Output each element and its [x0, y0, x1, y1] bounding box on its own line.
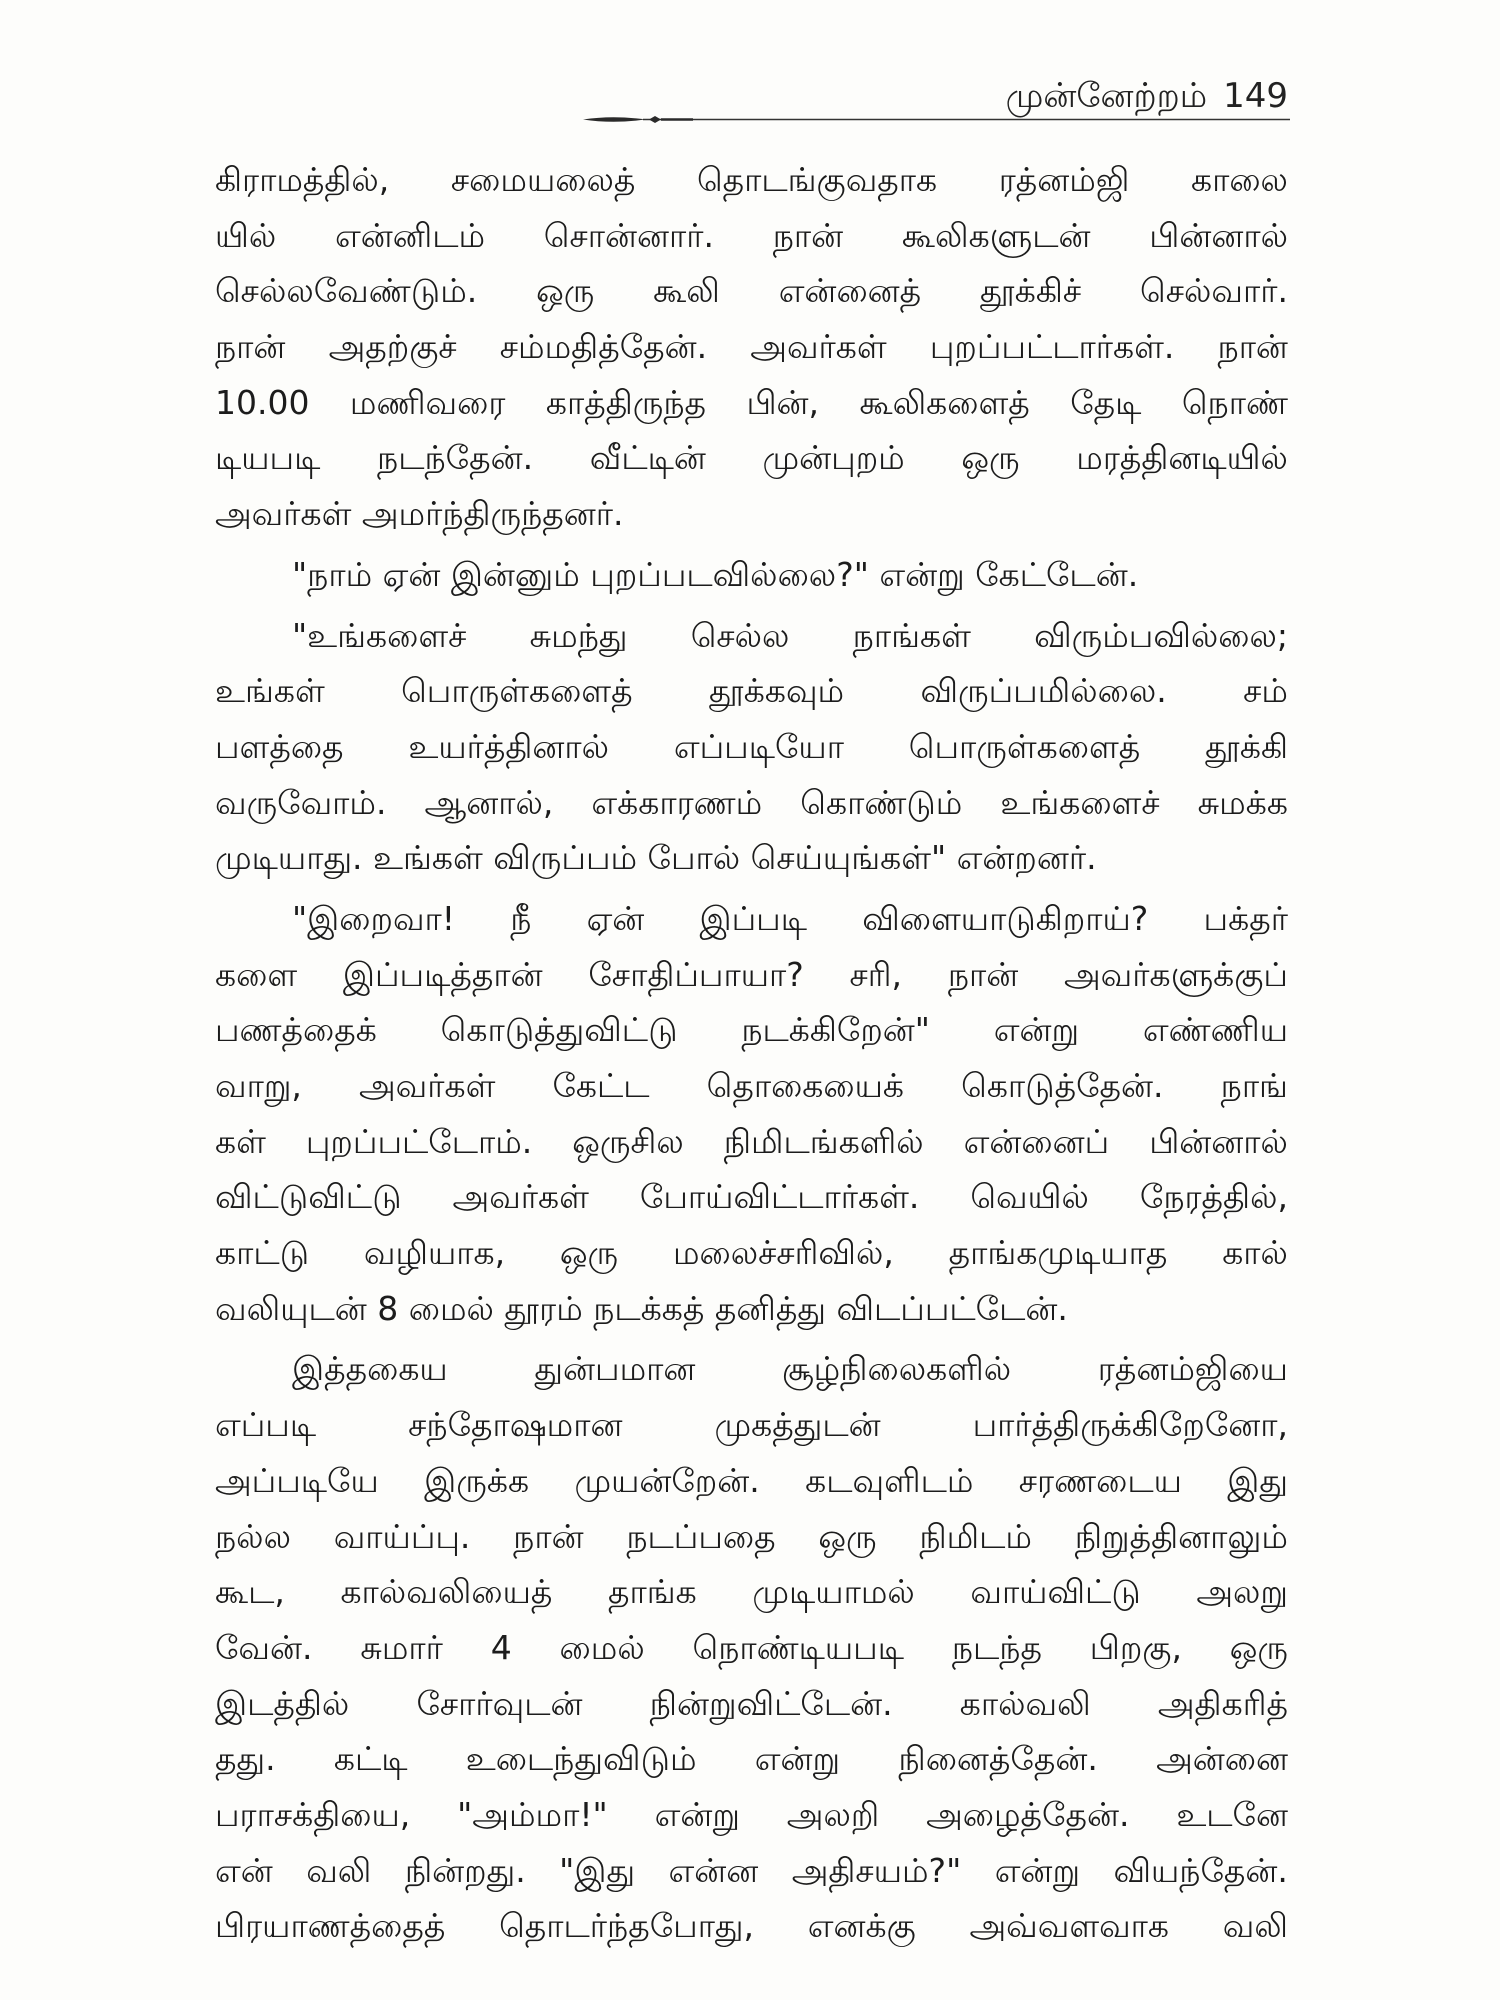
word: என்று — [994, 1850, 1081, 1890]
word: எப்படி — [215, 1405, 317, 1445]
word: ஒரு — [961, 438, 1020, 478]
word: பணத்தைக் — [215, 1010, 377, 1050]
body-text — [215, 152, 1288, 1954]
word: நான் — [1217, 327, 1288, 367]
word: என் — [215, 1850, 273, 1890]
word: நிறுத்தினாலும் — [1074, 1516, 1288, 1556]
header-rule — [583, 108, 1290, 130]
word: வலி — [1222, 1906, 1288, 1946]
text-line — [215, 430, 1288, 486]
text-line — [215, 1341, 1288, 1397]
word: என்று — [993, 1010, 1080, 1050]
word: தொடர்ந்தபோது, — [499, 1906, 755, 1946]
word: நடந்தேன். — [377, 438, 534, 478]
paragraph — [215, 547, 1288, 603]
text-line — [215, 775, 1288, 831]
word: உடைந்துவிடும் — [465, 1739, 697, 1779]
word: நடப்பதை — [626, 1516, 776, 1556]
word: நின்றுவிட்டேன். — [649, 1683, 893, 1723]
text-line: அவர்கள் அமர்ந்திருந்தனர். — [215, 494, 624, 534]
word: ரத்னம்ஜி — [998, 160, 1130, 199]
word: செல்லவேண்டும். — [215, 271, 478, 311]
word: 10.00 — [215, 382, 310, 422]
word: கால்வலி — [959, 1683, 1091, 1723]
word: செல்ல — [690, 615, 790, 655]
word: சரி, — [849, 954, 903, 994]
word: சம் — [1243, 671, 1288, 711]
text-line — [215, 1453, 1288, 1509]
text-line — [215, 1843, 1288, 1899]
word: காத்திருந்த — [545, 382, 706, 422]
word: விருப்பமில்லை. — [920, 671, 1167, 711]
word: அவர்கள் — [750, 327, 887, 367]
word: நின்றது. — [404, 1850, 526, 1890]
text-line — [215, 263, 1288, 319]
word: வெயில் — [970, 1177, 1089, 1217]
word: போய்விட்டார்கள். — [639, 1177, 920, 1217]
word: அலறு — [1196, 1572, 1288, 1612]
text-line: முடியாது. உங்கள் விருப்பம் போல் செய்யுங்கள்" என்றனர். — [215, 838, 1097, 878]
word: வியந்தேன். — [1113, 1850, 1288, 1890]
text-line — [215, 1169, 1288, 1225]
word: அலறி — [786, 1794, 880, 1834]
text-line — [215, 891, 1288, 947]
text-line — [215, 375, 1288, 431]
word: "உங்களைச் — [292, 615, 467, 655]
word: கால் — [1222, 1233, 1288, 1273]
text-line — [215, 1114, 1288, 1170]
word: நான் — [947, 954, 1019, 994]
word: கால்வலியைத் — [340, 1572, 553, 1612]
rule-ornament — [583, 117, 645, 122]
word: சம்மதித்தேன். — [499, 327, 708, 367]
text-line — [215, 608, 1288, 664]
text-line — [215, 319, 1288, 375]
word: காட்டு — [215, 1233, 310, 1273]
word: அப்படியே — [215, 1460, 379, 1500]
word: எனக்கு — [807, 1906, 916, 1946]
word: ஒருசில — [572, 1121, 684, 1161]
word: சோர்வுடன் — [416, 1683, 583, 1723]
word: பின்னால் — [1149, 215, 1288, 255]
word: தாங்கமுடியாத — [948, 1233, 1168, 1273]
word: பராசக்தியை, — [215, 1794, 411, 1834]
word: தேடி — [1070, 382, 1142, 422]
word: இருக்க — [424, 1460, 530, 1500]
word: பார்த்திருக்கிறேனோ, — [972, 1405, 1288, 1445]
word: புறப்பட்டார்கள். — [929, 327, 1175, 367]
word: விட்டுவிட்டு — [215, 1177, 402, 1217]
text-line — [215, 1397, 1288, 1453]
word: கேட்ட — [552, 1066, 650, 1105]
word: தாங்க — [608, 1572, 697, 1612]
word: கொடுத்தேன். — [961, 1066, 1164, 1105]
word: வாய்விட்டு — [970, 1572, 1141, 1612]
paragraph — [215, 608, 1288, 886]
text-line — [215, 1564, 1288, 1620]
word: நாங்கள் — [852, 615, 971, 655]
text-line: "நாம் ஏன் இன்னும் புறப்படவில்லை?" என்று கேட்டேன். — [292, 554, 1139, 594]
word: சொன்னார். — [543, 215, 714, 255]
word: தூக்கிச் — [980, 271, 1082, 311]
word: எப்படியோ — [673, 726, 844, 766]
word: அதிசயம்?" — [791, 1850, 962, 1890]
word: ஒரு — [559, 1233, 619, 1273]
word: "அம்மா!" — [457, 1794, 608, 1834]
word: இப்படி — [699, 898, 807, 938]
word: தொகையைக் — [706, 1066, 905, 1105]
text-line — [215, 1058, 1288, 1114]
word: முடியாமல் — [752, 1572, 915, 1612]
word: நொண்டியபடி — [692, 1627, 905, 1667]
word: உயர்த்தினால் — [408, 726, 610, 766]
word: நேரத்தில், — [1139, 1177, 1288, 1217]
word: இடத்தில் — [215, 1683, 350, 1723]
text-line — [215, 1620, 1288, 1676]
word: பொருள்களைத் — [401, 671, 633, 711]
word: வழியாக, — [363, 1233, 506, 1273]
word: காலை — [1190, 160, 1288, 199]
word: கடவுளிடம் — [805, 1460, 974, 1500]
text-line — [215, 663, 1288, 719]
word: தூக்கி — [1205, 726, 1288, 766]
word: என்னைப் — [963, 1121, 1110, 1161]
text-line — [215, 208, 1288, 264]
word: அன்னை — [1156, 1739, 1288, 1779]
word: ஒரு — [536, 271, 595, 311]
word: இது — [1227, 1460, 1288, 1500]
word: ஒரு — [1229, 1627, 1288, 1667]
word: விளையாடுகிறாய்? — [862, 898, 1149, 938]
word: மரத்தினடியில் — [1076, 438, 1288, 478]
word: பக்தர் — [1203, 898, 1288, 938]
word: அவர்களுக்குப் — [1064, 954, 1288, 994]
word: பின்னால் — [1149, 1121, 1288, 1161]
word: தொடங்குவதாக — [696, 160, 938, 199]
paragraph — [215, 1341, 1288, 1954]
word: என்னைத் — [778, 271, 922, 311]
text-line — [215, 947, 1288, 1003]
word: சுமக்க — [1197, 782, 1288, 822]
text-line — [215, 152, 1288, 208]
word: கொடுத்துவிட்டு — [440, 1010, 678, 1050]
word: நல்ல — [215, 1516, 291, 1556]
word: கூட, — [215, 1572, 285, 1612]
word: நீ — [510, 898, 532, 938]
running-title: முன்னேற்றம் — [1005, 76, 1208, 116]
word: நடக்கிறேன்" — [741, 1010, 930, 1050]
word: நடந்த — [951, 1627, 1042, 1667]
word: கட்டி — [333, 1739, 408, 1779]
text-line — [215, 1898, 1288, 1954]
word: வலி — [306, 1850, 372, 1890]
word: பளத்தை — [215, 726, 344, 766]
word: நான் — [215, 327, 286, 367]
word: முயன்றேன். — [574, 1460, 760, 1500]
word: அவர்கள் — [452, 1177, 589, 1217]
word: ஏன் — [586, 898, 645, 938]
word: கூலிகளுடன் — [901, 215, 1091, 255]
word: பொருள்களைத் — [908, 726, 1141, 766]
word: நிமிடங்களில் — [723, 1121, 924, 1161]
word: சுமார் — [360, 1627, 443, 1667]
word: இப்படித்தான் — [342, 954, 543, 994]
word: ஒரு — [818, 1516, 877, 1556]
word: அவர்கள் — [359, 1066, 496, 1105]
word: கூலி — [653, 271, 720, 311]
word: "இறைவா! — [292, 898, 456, 938]
word: அவ்வளவாக — [969, 1906, 1170, 1946]
word: நொண் — [1181, 382, 1288, 422]
word: "இது — [559, 1850, 636, 1890]
text-line — [215, 1509, 1288, 1565]
paragraph — [215, 152, 1288, 542]
text-line — [215, 719, 1288, 775]
word: உங்கள் — [215, 671, 325, 711]
word: பின், — [746, 382, 820, 422]
word: செல்வார். — [1140, 271, 1288, 311]
word: நான் — [513, 1516, 584, 1556]
word: வேன். — [215, 1627, 313, 1667]
word: வீட்டின் — [589, 438, 706, 478]
word: சரணடைய — [1018, 1460, 1182, 1500]
word: அதிகரித் — [1157, 1683, 1288, 1723]
word: ரத்னம்ஜியை — [1097, 1349, 1288, 1389]
word: எண்ணிய — [1142, 1010, 1288, 1050]
word: வருவோம். — [215, 782, 387, 822]
word: கூலிகளைத் — [859, 382, 1030, 422]
word: உடனே — [1176, 1794, 1288, 1834]
word: இத்தகைய — [292, 1349, 448, 1389]
word: மலைச்சரிவில், — [672, 1233, 894, 1273]
word: தது. — [215, 1739, 276, 1779]
word: நான் — [772, 215, 844, 255]
word: என்னிடம் — [335, 215, 486, 255]
word: வாய்ப்பு. — [333, 1516, 471, 1556]
word: டியபடி — [215, 438, 321, 478]
text-line: வலியுடன் 8 மைல் தூரம் நடக்கத் தனித்து விடப்பட்டேன். — [215, 1288, 1068, 1328]
word: என்று — [754, 1739, 841, 1779]
word: முகத்துடன் — [714, 1405, 881, 1445]
word: களை — [215, 954, 298, 994]
word: 4 — [490, 1627, 512, 1667]
word: கொண்டும் — [800, 782, 963, 822]
word: மணிவரை — [349, 382, 506, 422]
word: சூழ்நிலைகளில் — [782, 1349, 1012, 1389]
word: நாங் — [1220, 1066, 1288, 1105]
word: அழைத்தேன். — [926, 1794, 1130, 1834]
text-line — [215, 1002, 1288, 1058]
rule-ornament-diamond — [649, 116, 661, 123]
word: பிரயாணத்தைத் — [215, 1906, 446, 1946]
text-line — [215, 1225, 1288, 1281]
word: என்று — [654, 1794, 740, 1834]
word: கள் — [215, 1121, 266, 1161]
text-line — [215, 1676, 1288, 1732]
text-line — [215, 1787, 1288, 1843]
word: நினைத்தேன். — [898, 1739, 1098, 1779]
word: வாறு, — [215, 1066, 302, 1105]
word: சந்தோஷமான — [408, 1405, 623, 1445]
word: யில் — [215, 215, 277, 255]
word: தூக்கவும் — [708, 671, 845, 711]
word: நிமிடம் — [919, 1516, 1032, 1556]
word: ஆனால், — [424, 782, 554, 822]
word: பிறகு, — [1089, 1627, 1182, 1667]
word: விரும்பவில்லை; — [1034, 615, 1288, 655]
text-line — [215, 1731, 1288, 1787]
word: சுமந்து — [529, 615, 628, 655]
paragraph — [215, 891, 1288, 1337]
word: புறப்பட்டோம். — [305, 1121, 533, 1161]
page-number: 149 — [1223, 76, 1288, 116]
word: அதற்குச் — [328, 327, 457, 367]
word: உங்களைச் — [1000, 782, 1160, 822]
word: மைல் — [559, 1627, 645, 1667]
word: சமையலைத் — [450, 160, 636, 199]
word: எக்காரணம் — [591, 782, 763, 822]
word: என்ன — [668, 1850, 759, 1890]
word: முன்புறம் — [762, 438, 905, 478]
word: கிராமத்தில், — [215, 160, 390, 199]
word: சோதிப்பாயா? — [588, 954, 804, 994]
word: துன்பமான — [534, 1349, 696, 1389]
